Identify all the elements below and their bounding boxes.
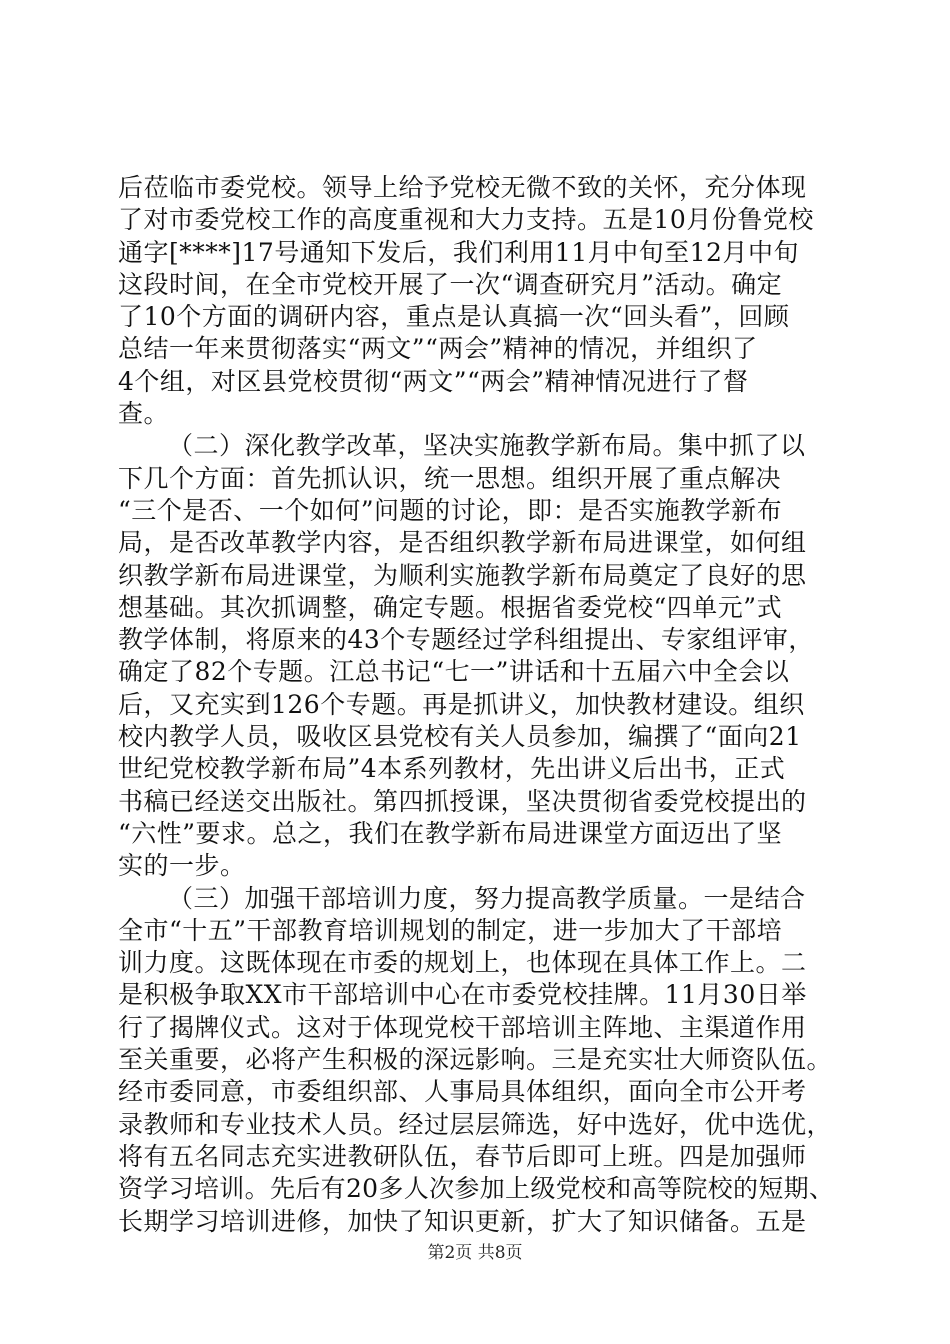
- text-line: 总结一年来贯彻落实“两文”“两会”精神的情况，并组织了: [118, 334, 758, 364]
- text-line: 书稿已经送交出版社。第四抓授课，坚决贯彻省委党校提出的: [118, 786, 807, 816]
- text-line: 校内教学人员，吸收区县党校有关人员参加，编撰了“面向21: [118, 722, 802, 752]
- text-line: 至关重要，必将产生积极的深远影响。三是充实壮大师资队伍。: [118, 1045, 833, 1075]
- text-line: 了对市委党校工作的高度重视和大力支持。五是10月份鲁党校: [118, 205, 814, 235]
- document-body: [118, 172, 834, 1238]
- text-line: 了10个方面的调研内容，重点是认真搞一次“回头看”，回顾: [118, 302, 790, 332]
- text-line: 通字[****]17号通知下发后，我们利用11月中旬至12月中旬: [118, 237, 799, 267]
- text-line: 是积极争取XX市干部培训中心在市委党校挂牌。11月30日举: [118, 980, 807, 1010]
- text-line: 将有五名同志充实进教研队伍，春节后即可上班。四是加强师: [118, 1141, 807, 1171]
- text-line: 后，又充实到126个专题。再是抓讲义，加快教材建设。组织: [118, 689, 805, 719]
- text-line: （三）加强干部培训力度，努力提高教学质量。一是结合: [168, 883, 806, 913]
- text-line: 经市委同意，市委组织部、人事局具体组织，面向全市公开考: [118, 1077, 807, 1107]
- text-line: 长期学习培训进修，加快了知识更新，扩大了知识储备。五是: [118, 1206, 807, 1236]
- text-line: 全市“十五”干部教育培训规划的制定，进一步加大了干部培: [118, 915, 783, 945]
- text-line: 局，是否改革教学内容，是否组织教学新布局进课堂，如何组: [118, 528, 807, 558]
- text-line: 查。: [118, 399, 170, 429]
- text-line: 录教师和专业技术人员。经过层层筛选，好中选好，优中选优，: [118, 1109, 833, 1139]
- text-line: 这段时间，在全市党校开展了一次“调查研究月”活动。确定: [118, 269, 783, 299]
- text-line: 行了揭牌仪式。这对于体现党校干部培训主阵地、主渠道作用: [118, 1012, 807, 1042]
- text-line: 教学体制，将原来的43个专题经过学科组提出、专家组评审，: [118, 625, 814, 655]
- text-line: 实的一步。: [118, 851, 246, 881]
- text-line: 确定了82个专题。江总书记“七一”讲话和十五届六中全会以: [118, 657, 790, 687]
- text-line: 训力度。这既体现在市委的规划上，也体现在具体工作上。二: [118, 948, 807, 978]
- text-line: “三个是否、一个如何”问题的讨论，即：是否实施教学新布: [118, 495, 783, 525]
- text-line: 下几个方面：首先抓认识，统一思想。组织开展了重点解决: [118, 463, 782, 493]
- text-line: “六性”要求。总之，我们在教学新布局进课堂方面迈出了坚: [118, 818, 783, 848]
- page-number-footer: 第2页 共8页: [427, 1243, 523, 1263]
- text-line: 世纪党校教学新布局”4本系列教材，先出讲义后出书，正式: [118, 754, 786, 784]
- text-line: （二）深化教学改革，坚决实施教学新布局。集中抓了以: [168, 431, 806, 461]
- text-line: 织教学新布局进课堂，为顺利实施教学新布局奠定了良好的思: [118, 560, 807, 590]
- text-line: 后莅临市委党校。领导上给予党校无微不致的关怀，充分体现: [118, 173, 807, 202]
- text-line: 4个组，对区县党校贯彻“两文”“两会”精神情况进行了督: [118, 366, 749, 396]
- text-line: 想基础。其次抓调整，确定专题。根据省委党校“四单元”式: [118, 592, 783, 622]
- text-line: 资学习培训。先后有20多人次参加上级党校和高等院校的短期、: [118, 1174, 835, 1204]
